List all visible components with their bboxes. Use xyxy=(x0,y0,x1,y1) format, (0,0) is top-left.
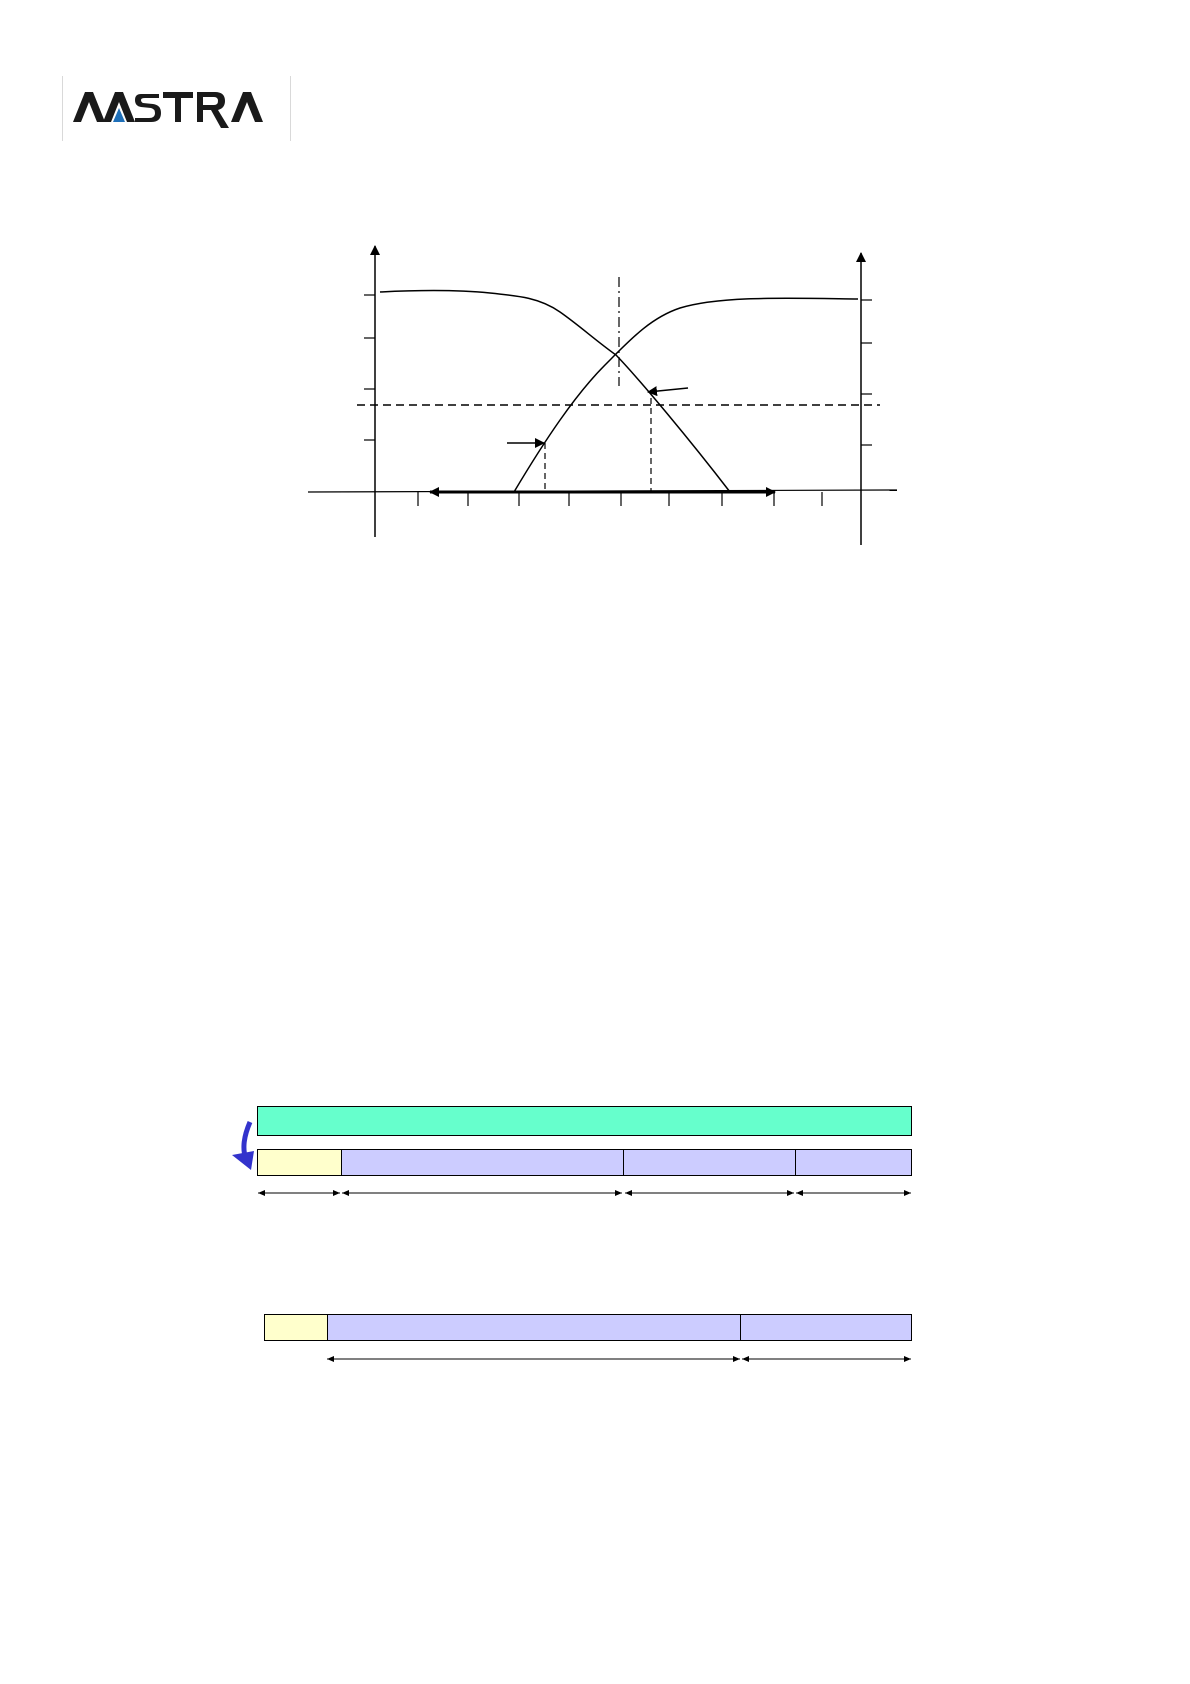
body-segment xyxy=(342,1150,624,1175)
body-segment xyxy=(624,1150,796,1175)
curved-down-arrow-icon xyxy=(244,1122,250,1160)
header-segment xyxy=(265,1315,328,1340)
body-segment xyxy=(328,1315,741,1340)
x-axis-ticks xyxy=(418,492,822,506)
left-y-axis-ticks xyxy=(364,295,375,440)
decreasing-curve xyxy=(380,291,730,492)
body-segment xyxy=(796,1150,911,1175)
curved-arrow-head xyxy=(232,1151,254,1170)
right-y-axis-ticks xyxy=(861,300,872,445)
crossover-curve-figure xyxy=(0,0,1190,560)
header-segment xyxy=(258,1150,342,1175)
body-segment xyxy=(741,1315,911,1340)
frame-row-2 xyxy=(264,1314,912,1341)
frame-row-1 xyxy=(257,1149,912,1176)
increasing-curve xyxy=(514,298,858,492)
right-pointer-arrow xyxy=(648,388,688,392)
frame-top-bar xyxy=(257,1106,912,1136)
